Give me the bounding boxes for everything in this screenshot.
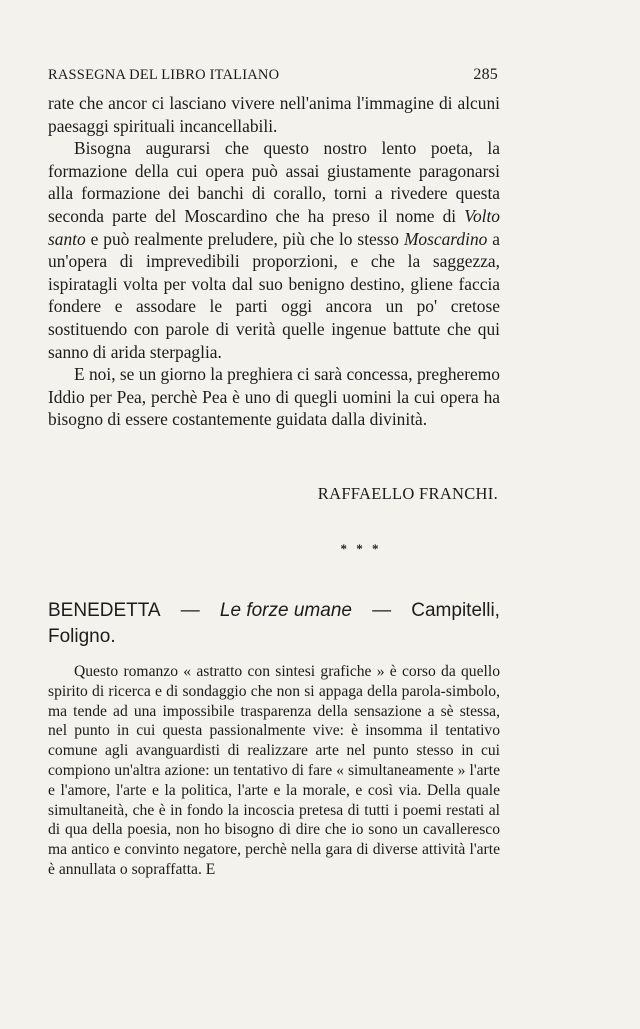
review-author: BENEDETTA xyxy=(48,600,161,621)
work-title-moscardino: Moscardino xyxy=(403,228,488,249)
review-publisher: Campitelli, xyxy=(411,600,500,621)
signature-text: RAFFAELLO FRANCHI. xyxy=(317,484,498,503)
review-heading-line xyxy=(48,598,500,624)
heading-dash-1: — xyxy=(180,600,200,621)
section-separator: * * * xyxy=(340,541,382,556)
running-title: RASSEGNA DEL LIBRO ITALIANO xyxy=(48,67,280,83)
work-title-volto-santo: Volto santo xyxy=(48,205,500,249)
paragraph-continuation: rate che ancor ci lasciano vivere nell'anima l'immagine di alcuni paesaggi spirituali incancellabili. xyxy=(48,93,500,136)
paragraph-wish xyxy=(48,137,500,363)
para2-part-a: Bisogna augurarsi che questo nostro lento poeta, la formazione della cui opera può assai giustamente paragonarsi alla formazione dei banchi di corallo, torni a rivedere questa seconda parte del Moscardino che ha preso il nome di xyxy=(48,138,500,226)
review-place: Foligno. xyxy=(48,626,116,647)
article-conclusion xyxy=(48,92,500,431)
para2-part-b: e può realmente preludere, più che lo stesso xyxy=(85,228,404,249)
para2-part-c: a un'opera di imprevedibili proporzioni, e che la saggezza, ispiratagli volta per volta dal suo benigno destino, gliene faccia fondere e assodare le parti oggi ancora un po' cretose sostituendo con parole di verità quelle ingenue battute che qui sanno di arida sterpaglia. xyxy=(48,228,501,362)
author-signature xyxy=(318,484,498,504)
review-book-title: Le forze umane xyxy=(219,600,352,621)
review-paragraph: Questo romanzo « astratto con sintesi grafiche » è corso da quello spirito di ricerca e di sondaggio che non si appaga della parola-simbolo, ma tende ad una impossibile trasparenza della sensazione a sè stessa, nel punto in cui questa passionalmente vive: è insomma il tentativo comune agli avanguardisti di realizzare arte nel punto stesso in cui compiono un'altra azione: un tentativo di fare « simultaneamente » l'arte e l'amore, l'arte e la politica, l'arte e la morale, e così via. Della quale simultaneità, che è in fondo la incoscia pretesa di tutti i poemi restati al di qua della poesia, non ho bisogno di dire che io sono un cavalleresco ma antico e convinto negatore, perchè nella gara di diverse attività l'arte è annullata o sopraffatta. E xyxy=(48,663,500,878)
review-body xyxy=(48,662,500,880)
review-heading xyxy=(48,598,500,650)
heading-dash-2: — xyxy=(372,600,392,621)
page-number: 285 xyxy=(473,66,498,83)
running-header xyxy=(48,66,498,84)
paragraph-prayer: E noi, se un giorno la preghiera ci sarà concessa, pregheremo Iddio per Pea, perchè Pea è uno di quegli uomini la cui opera ha bisogno di essere costantemente guidata dalla divinità. xyxy=(48,364,500,430)
